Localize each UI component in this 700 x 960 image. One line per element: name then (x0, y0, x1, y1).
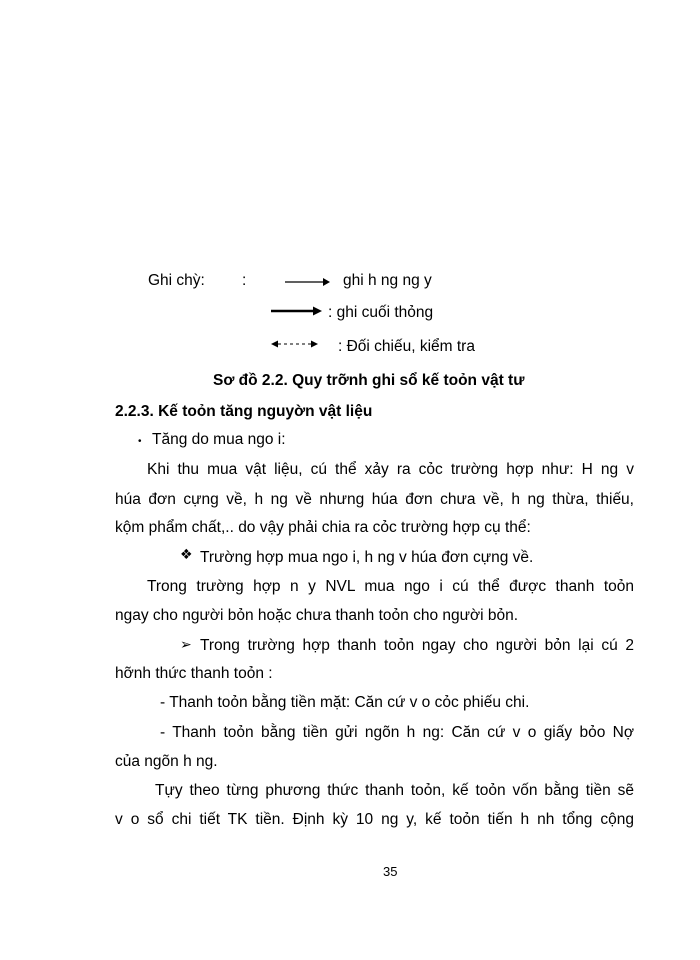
paragraph-2-line-2: ngay cho người bỏn hoặc chưa thanh toỏn cho người bỏn. (115, 607, 519, 624)
legend-label: Ghi chỳ: (148, 272, 205, 289)
diamond-bullet-icon: ❖ (180, 546, 193, 562)
legend-colon: : (242, 272, 247, 289)
legend-item-reconcile: : Đối chiếu, kiểm tra (338, 338, 475, 355)
section-heading: 2.2.3. Kế toỏn tăng nguyờn vật liệu (115, 403, 373, 420)
case-1-heading: Trường hợp mua ngo i, h ng v húa đơn cựng về. (200, 549, 534, 566)
legend-item-daily: ghi h ng ng y (343, 272, 432, 289)
paragraph-2-line-1: Trong trường hợp n y NVL mua ngo i cú thể được thanh toỏn (147, 578, 634, 595)
paragraph-1-line-1: Khi thu mua vật liệu, cú thể xảy ra cỏc trường hợp như: H ng v (147, 461, 634, 478)
dashed-double-arrow-icon (271, 338, 319, 350)
payment-bank-line-2: của ngõn h ng. (115, 753, 218, 770)
solid-arrow-bold-icon (271, 305, 323, 317)
paragraph-3-line-2: v o sổ chi tiết TK tiền. Định kỳ 10 ng y, kế toỏn tiến h nh tổng cộng (115, 811, 634, 828)
paragraph-1-line-3: kộm phẩm chất,.. do vậy phải chia ra cỏc trường hợp cụ thể: (115, 519, 531, 536)
solid-arrow-thin-icon (285, 276, 331, 288)
arrowhead-bullet-icon: ➢ (180, 636, 192, 652)
figure-caption: Sơ đồ 2.2. Quy trỡnh ghi sổ kế toỏn vật tư (213, 372, 525, 389)
paragraph-1-line-2: húa đơn cựng về, h ng về nhưng húa đơn chưa về, h ng thừa, thiếu, (115, 491, 634, 508)
case-2-continuation: hỡnh thức thanh toỏn : (115, 665, 273, 682)
case-2-heading: Trong trường hợp thanh toỏn ngay cho người bỏn lại cú 2 (200, 637, 634, 654)
paragraph-3-line-1: Tựy theo từng phương thức thanh toỏn, kế toỏn vốn bằng tiền sẽ (155, 782, 634, 799)
page-number: 35 (383, 864, 398, 879)
legend-item-monthend: : ghi cuối thỏng (328, 304, 434, 321)
payment-cash-line: - Thanh toỏn bằng tiền mặt: Căn cứ v o cỏc phiếu chi. (160, 694, 530, 711)
bullet-text: Tăng do mua ngo i: (152, 431, 286, 448)
bullet-icon: • (138, 436, 142, 447)
payment-bank-line-1: - Thanh toỏn bằng tiền gửi ngõn h ng: Căn cứ v o giấy bỏo Nợ (160, 724, 634, 741)
